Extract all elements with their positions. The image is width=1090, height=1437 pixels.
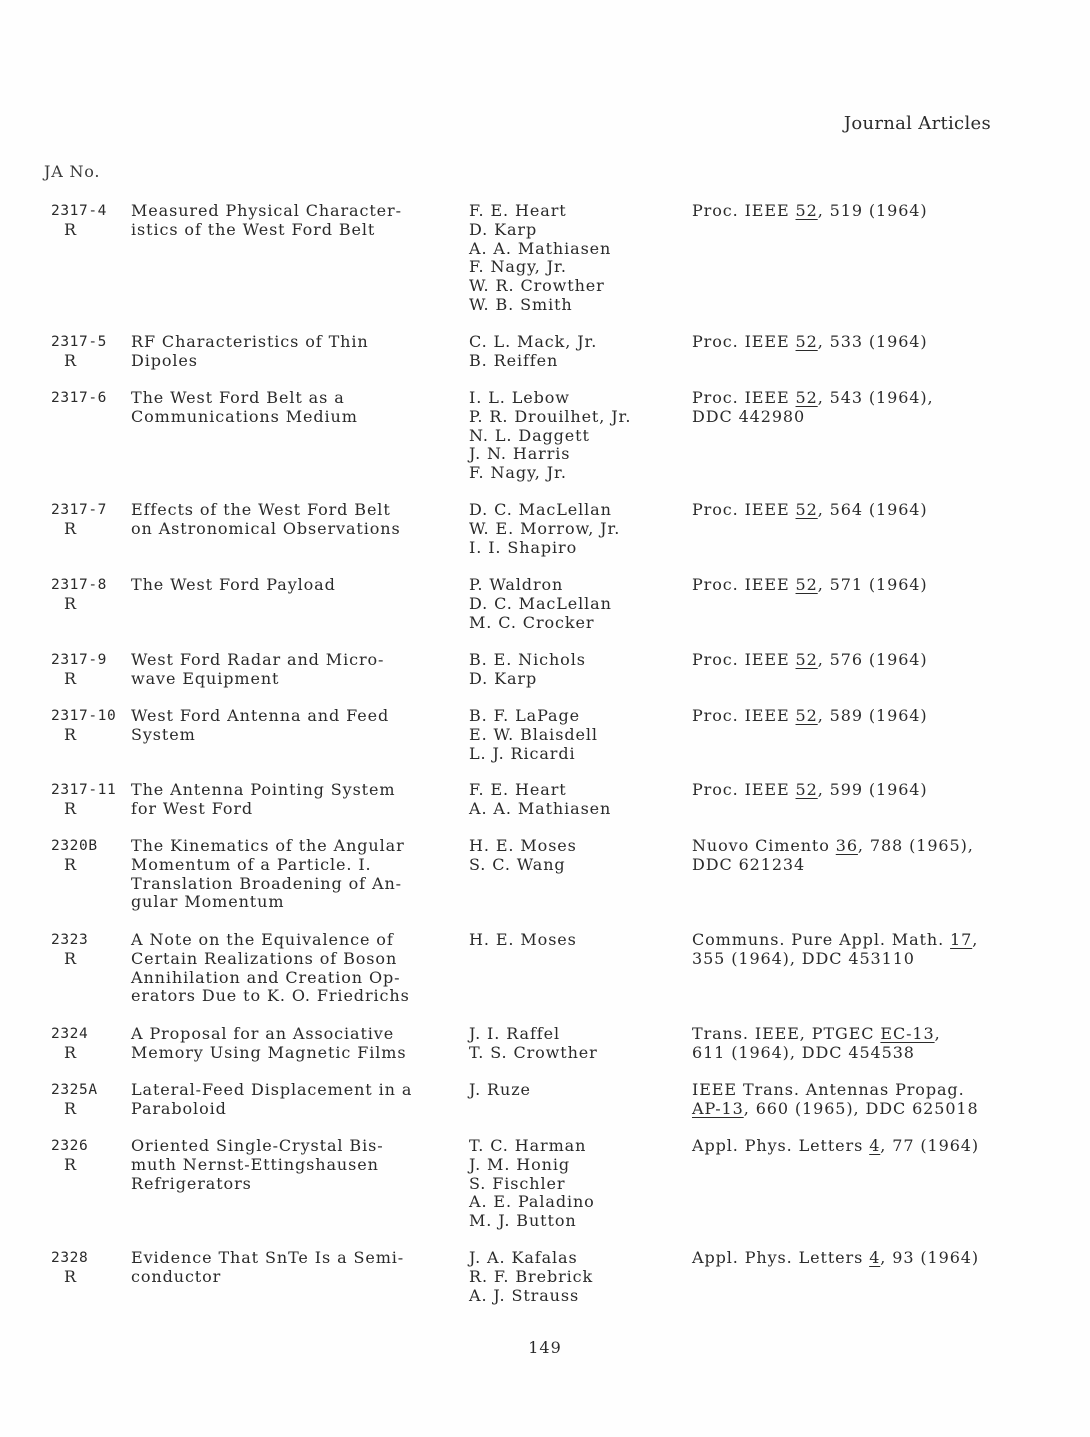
- author-name: S. Fischler: [469, 1173, 566, 1193]
- title-line: Certain Realizations of Boson: [131, 948, 398, 968]
- publication-line: [692, 202, 1012, 221]
- title-line: Oriented Single-Crystal Bis-: [131, 1136, 384, 1155]
- publication-line: [692, 576, 1012, 595]
- publication-text: DDC 442980: [692, 406, 806, 426]
- ja-number-value: 2326: [51, 1138, 89, 1154]
- article-authors: [469, 1137, 684, 1231]
- author-name: D. Karp: [469, 219, 538, 239]
- publication-text: , 660 (1965), DDC 625018: [743, 1098, 979, 1118]
- title-line: West Ford Antenna and Feed: [131, 706, 390, 725]
- volume-number: 52: [795, 575, 818, 594]
- author-name: W. R. Crowther: [469, 276, 605, 296]
- publication-text: Proc. IEEE: [692, 650, 796, 669]
- author-name: A. A. Mathiasen: [469, 798, 612, 818]
- ja-reprint-marker: R: [64, 1098, 77, 1118]
- publication-text: , 576 (1964): [817, 650, 928, 669]
- page-number: 149: [528, 1338, 562, 1357]
- title-line: wave Equipment: [131, 668, 280, 688]
- author-name: F. Nagy, Jr.: [469, 463, 567, 483]
- ja-reprint-marker: R: [64, 668, 77, 688]
- author-name: M. J. Button: [469, 1211, 577, 1231]
- author-name: S. C. Wang: [469, 854, 566, 874]
- ja-number-value: 2317-8: [51, 577, 107, 593]
- publication-line: [692, 856, 1012, 875]
- title-line: Memory Using Magnetic Films: [131, 1042, 407, 1062]
- ja-number-value: 2317-10: [51, 708, 117, 724]
- article-title: [131, 1249, 451, 1287]
- article-title: [131, 707, 451, 745]
- ja-number: [51, 389, 129, 408]
- author-name: N. L. Daggett: [469, 425, 590, 445]
- title-line: Annihilation and Creation Op-: [131, 967, 401, 987]
- publication-text: ,: [934, 1024, 941, 1043]
- publication-text: , 599 (1964): [817, 780, 928, 799]
- article-title: [131, 389, 451, 427]
- publication-reference: [692, 333, 1012, 352]
- author-name: I. L. Lebow: [469, 388, 570, 407]
- article-authors: [469, 1081, 684, 1100]
- article-title: [131, 1081, 451, 1119]
- title-line: conductor: [131, 1266, 222, 1286]
- author-name: A. E. Paladino: [469, 1192, 595, 1212]
- ja-number: [51, 837, 129, 875]
- ja-number-value: 2317-7: [51, 502, 107, 518]
- author-name: A. J. Strauss: [469, 1285, 580, 1305]
- publication-line: [692, 1137, 1012, 1156]
- article-title: [131, 333, 451, 371]
- title-line: on Astronomical Observations: [131, 518, 401, 538]
- author-name: H. E. Moses: [469, 836, 577, 855]
- title-line: Momentum of a Particle. I.: [131, 854, 372, 874]
- publication-reference: [692, 501, 1012, 520]
- ja-number: [51, 707, 129, 745]
- publication-reference: [692, 651, 1012, 670]
- title-line: The West Ford Payload: [131, 575, 336, 594]
- publication-text: Proc. IEEE: [692, 388, 796, 407]
- publication-text: , 589 (1964): [817, 706, 928, 725]
- publication-line: [692, 1100, 1012, 1119]
- article-authors: [469, 781, 684, 819]
- title-line: The Antenna Pointing System: [131, 780, 396, 799]
- publication-line: [692, 781, 1012, 800]
- author-name: J. I. Raffel: [469, 1024, 561, 1043]
- section-title: Journal Articles: [843, 113, 991, 134]
- author-name: J. Ruze: [469, 1080, 531, 1099]
- publication-reference: [692, 202, 1012, 221]
- publication-text: , 93 (1964): [880, 1248, 980, 1267]
- author-name: M. C. Crocker: [469, 612, 595, 632]
- author-name: F. E. Heart: [469, 201, 567, 220]
- article-authors: [469, 333, 684, 371]
- volume-number: 17: [950, 930, 973, 949]
- ja-reprint-marker: R: [64, 798, 77, 818]
- ja-reprint-marker: R: [64, 854, 77, 874]
- title-line: for West Ford: [131, 798, 254, 818]
- author-name: P. R. Drouilhet, Jr.: [469, 406, 632, 426]
- publication-reference: [692, 931, 1012, 969]
- author-name: H. E. Moses: [469, 930, 577, 949]
- title-line: Measured Physical Character-: [131, 201, 402, 220]
- title-line: Translation Broadening of An-: [131, 873, 402, 893]
- title-line: Effects of the West Ford Belt: [131, 500, 391, 519]
- ja-number-value: 2317-11: [51, 782, 117, 798]
- publication-line: [692, 1249, 1012, 1268]
- author-name: E. W. Blaisdell: [469, 724, 598, 744]
- author-name: P. Waldron: [469, 575, 564, 594]
- author-name: J. N. Harris: [469, 444, 571, 464]
- ja-number: [51, 333, 129, 371]
- publication-reference: [692, 1137, 1012, 1156]
- volume-number: 52: [795, 706, 818, 725]
- publication-text: , 788 (1965),: [857, 836, 974, 855]
- author-name: C. L. Mack, Jr.: [469, 332, 598, 351]
- title-line: System: [131, 724, 196, 744]
- article-title: [131, 651, 451, 689]
- publication-text: , 533 (1964): [817, 332, 928, 351]
- publication-text: Appl. Phys. Letters: [692, 1136, 870, 1155]
- publication-reference: [692, 707, 1012, 726]
- publication-line: [692, 408, 1012, 427]
- article-title: [131, 576, 451, 595]
- volume-number: 36: [835, 836, 858, 855]
- author-name: R. F. Brebrick: [469, 1266, 594, 1286]
- ja-reprint-marker: R: [64, 1042, 77, 1062]
- title-line: RF Characteristics of Thin: [131, 332, 369, 351]
- article-title: [131, 931, 451, 1006]
- volume-number: 52: [795, 650, 818, 669]
- article-authors: [469, 1025, 684, 1063]
- title-line: West Ford Radar and Micro-: [131, 650, 385, 669]
- ja-reprint-marker: R: [64, 219, 77, 239]
- publication-reference: [692, 389, 1012, 427]
- ja-number: [51, 576, 129, 614]
- publication-line: [692, 333, 1012, 352]
- title-line: Dipoles: [131, 350, 198, 370]
- title-line: Refrigerators: [131, 1173, 252, 1193]
- publication-line: [692, 1081, 1012, 1100]
- author-name: B. Reiffen: [469, 350, 559, 370]
- title-line: istics of the West Ford Belt: [131, 219, 376, 239]
- ja-number: [51, 781, 129, 819]
- ja-reprint-marker: R: [64, 1266, 77, 1286]
- title-line: Paraboloid: [131, 1098, 227, 1118]
- volume-number: 52: [795, 332, 818, 351]
- publication-line: [692, 501, 1012, 520]
- publication-text: Appl. Phys. Letters: [692, 1248, 870, 1267]
- publication-text: Proc. IEEE: [692, 575, 796, 594]
- author-name: B. F. LaPage: [469, 706, 580, 725]
- publication-line: [692, 1044, 1012, 1063]
- article-authors: [469, 202, 684, 315]
- title-line: Lateral-Feed Displacement in a: [131, 1080, 413, 1099]
- ja-number-label: JA No.: [44, 162, 101, 181]
- author-name: D. Karp: [469, 668, 538, 688]
- author-name: I. I. Shapiro: [469, 537, 578, 557]
- publication-text: , 571 (1964): [817, 575, 928, 594]
- publication-reference: [692, 837, 1012, 875]
- publication-line: [692, 651, 1012, 670]
- ja-number-value: 2323: [51, 932, 89, 948]
- ja-number: [51, 1249, 129, 1287]
- article-title: [131, 501, 451, 539]
- publication-line: [692, 837, 1012, 856]
- publication-text: Communs. Pure Appl. Math.: [692, 930, 951, 949]
- article-authors: [469, 707, 684, 763]
- publication-text: ,: [972, 930, 979, 949]
- title-line: muth Nernst-Ettingshausen: [131, 1154, 379, 1174]
- ja-number-value: 2317-6: [51, 390, 107, 406]
- author-name: F. Nagy, Jr.: [469, 257, 567, 277]
- publication-text: 611 (1964), DDC 454538: [692, 1042, 915, 1062]
- ja-reprint-marker: R: [64, 593, 77, 613]
- publication-text: Proc. IEEE: [692, 201, 796, 220]
- ja-number: [51, 1025, 129, 1063]
- title-line: The Kinematics of the Angular: [131, 836, 405, 855]
- title-line: A Proposal for an Associative: [131, 1024, 395, 1043]
- publication-text: Proc. IEEE: [692, 500, 796, 519]
- volume-number: 52: [795, 388, 818, 407]
- article-authors: [469, 389, 684, 483]
- author-name: T. C. Harman: [469, 1136, 587, 1155]
- volume-number: 4: [869, 1248, 881, 1267]
- publication-line: [692, 950, 1012, 969]
- article-title: [131, 837, 451, 912]
- title-line: erators Due to K. O. Friedrichs: [131, 986, 410, 1006]
- author-name: W. E. Morrow, Jr.: [469, 518, 621, 538]
- author-name: F. E. Heart: [469, 780, 567, 799]
- author-name: D. C. MacLellan: [469, 593, 612, 613]
- publication-reference: [692, 1025, 1012, 1063]
- title-line: Evidence That SnTe Is a Semi-: [131, 1248, 405, 1267]
- publication-text: Nuovo Cimento: [692, 836, 836, 855]
- article-authors: [469, 576, 684, 632]
- ja-number-value: 2317-9: [51, 652, 107, 668]
- article-authors: [469, 1249, 684, 1305]
- author-name: A. A. Mathiasen: [469, 238, 612, 258]
- article-authors: [469, 501, 684, 557]
- publication-text: , 519 (1964): [817, 201, 928, 220]
- ja-reprint-marker: R: [64, 350, 77, 370]
- volume-number: 4: [869, 1136, 881, 1155]
- ja-number-value: 2325A: [51, 1082, 98, 1098]
- ja-number: [51, 651, 129, 689]
- ja-number-value: 2320B: [51, 838, 98, 854]
- volume-number: 52: [795, 201, 818, 220]
- author-name: B. E. Nichols: [469, 650, 586, 669]
- article-title: [131, 781, 451, 819]
- publication-reference: [692, 1249, 1012, 1268]
- publication-text: Proc. IEEE: [692, 706, 796, 725]
- author-name: W. B. Smith: [469, 294, 573, 314]
- author-name: L. J. Ricardi: [469, 743, 576, 763]
- author-name: T. S. Crowther: [469, 1042, 598, 1062]
- article-authors: [469, 837, 684, 875]
- ja-number: [51, 931, 129, 969]
- publication-text: , 77 (1964): [880, 1136, 980, 1155]
- publication-text: , 543 (1964),: [817, 388, 934, 407]
- ja-reprint-marker: R: [64, 724, 77, 744]
- article-title: [131, 202, 451, 240]
- publication-text: DDC 621234: [692, 854, 806, 874]
- ja-number: [51, 501, 129, 539]
- volume-number: 52: [795, 500, 818, 519]
- ja-number-value: 2317-4: [51, 203, 107, 219]
- ja-number-value: 2317-5: [51, 334, 107, 350]
- article-title: [131, 1025, 451, 1063]
- author-name: D. C. MacLellan: [469, 500, 612, 519]
- publication-line: [692, 931, 1012, 950]
- publication-text: Trans. IEEE, PTGEC: [692, 1024, 881, 1043]
- ja-reprint-marker: R: [64, 1154, 77, 1174]
- publication-text: 355 (1964), DDC 453110: [692, 948, 915, 968]
- ja-number-value: 2328: [51, 1250, 89, 1266]
- title-line: Communications Medium: [131, 406, 358, 426]
- article-title: [131, 1137, 451, 1193]
- publication-line: [692, 1025, 1012, 1044]
- publication-reference: [692, 576, 1012, 595]
- ja-number-value: 2324: [51, 1026, 89, 1042]
- publication-text: , 564 (1964): [817, 500, 928, 519]
- publication-text: Proc. IEEE: [692, 332, 796, 351]
- title-line: The West Ford Belt as a: [131, 388, 345, 407]
- volume-number: AP-13: [692, 1098, 744, 1118]
- ja-reprint-marker: R: [64, 948, 77, 968]
- ja-number: [51, 1137, 129, 1175]
- publication-reference: [692, 1081, 1012, 1119]
- volume-number: 52: [795, 780, 818, 799]
- publication-line: [692, 389, 1012, 408]
- ja-number: [51, 202, 129, 240]
- author-name: J. M. Honig: [469, 1154, 571, 1174]
- volume-number: EC-13: [880, 1024, 935, 1043]
- publication-text: IEEE Trans. Antennas Propag.: [692, 1080, 965, 1099]
- ja-number: [51, 1081, 129, 1119]
- ja-reprint-marker: R: [64, 518, 77, 538]
- publication-reference: [692, 781, 1012, 800]
- article-authors: [469, 931, 684, 950]
- title-line: A Note on the Equivalence of: [131, 930, 394, 949]
- title-line: gular Momentum: [131, 892, 285, 912]
- author-name: J. A. Kafalas: [469, 1248, 578, 1267]
- publication-line: [692, 707, 1012, 726]
- publication-text: Proc. IEEE: [692, 780, 796, 799]
- article-authors: [469, 651, 684, 689]
